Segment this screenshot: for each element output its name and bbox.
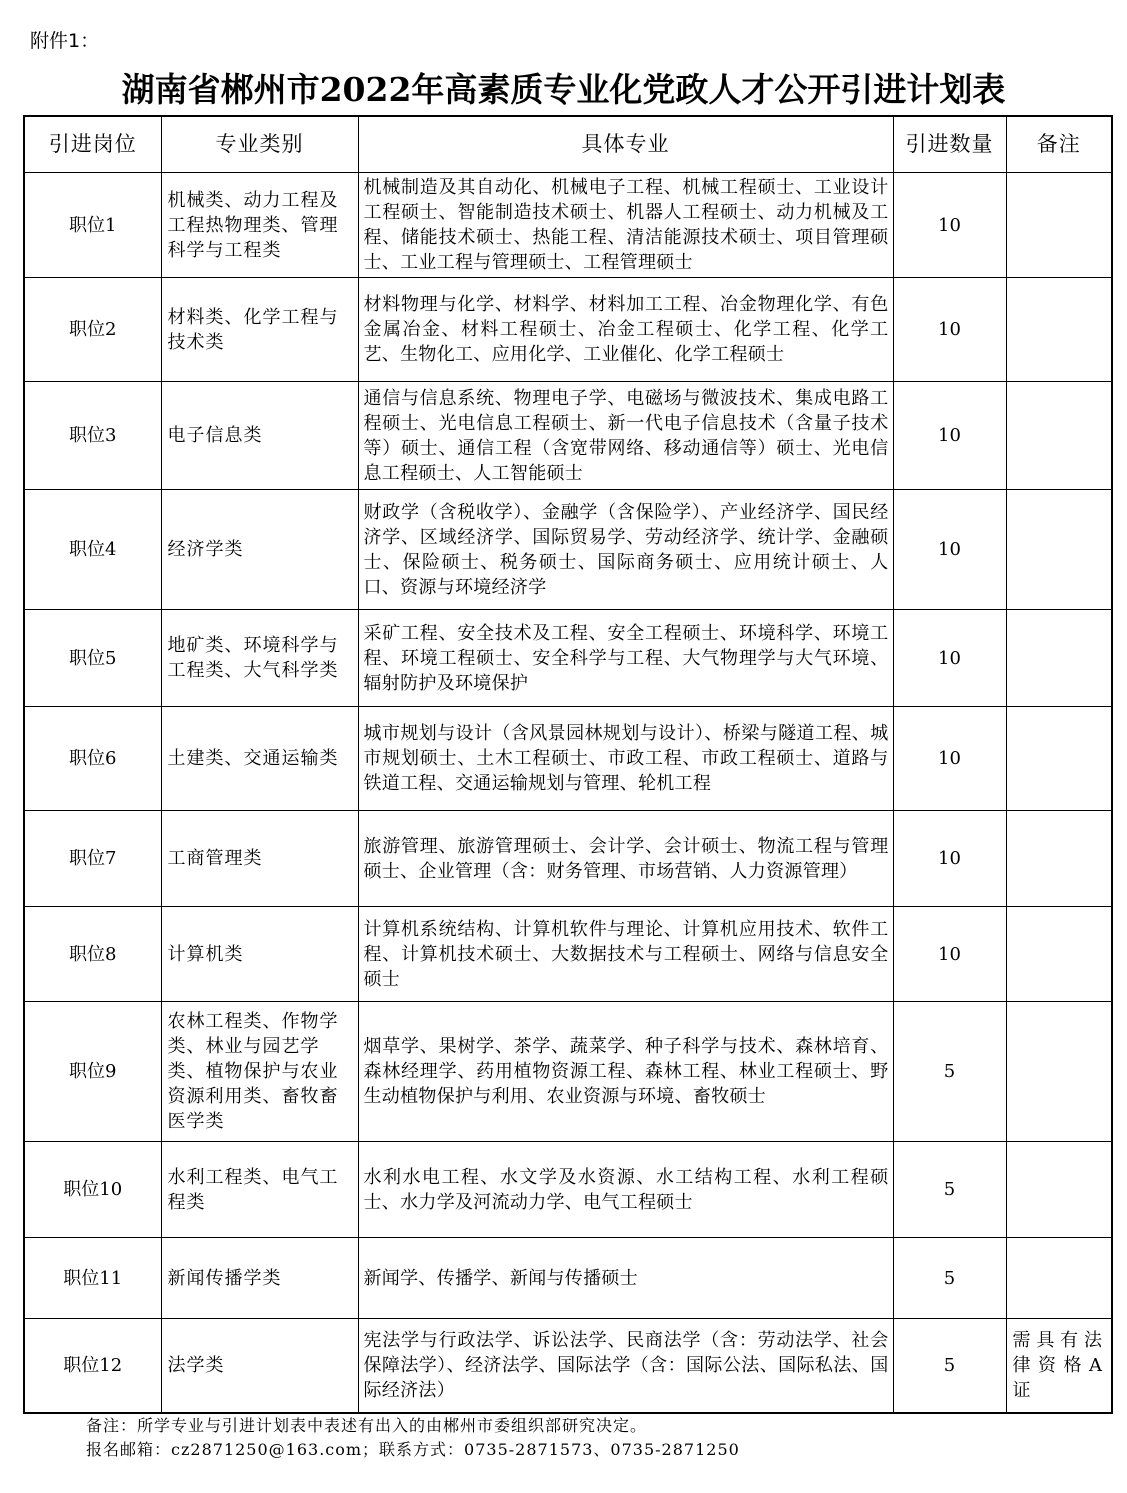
- note-cell: [1006, 278, 1112, 382]
- category-cell: 电子信息类: [161, 382, 358, 490]
- category-cell: 法学类: [161, 1319, 358, 1413]
- header-count: 引进数量: [893, 116, 1006, 173]
- category-cell: 土建类、交通运输类: [161, 707, 358, 811]
- recruitment-plan-table: [23, 115, 1113, 1414]
- category-cell: 计算机类: [161, 907, 358, 1002]
- table-row: [24, 173, 1112, 278]
- category-cell: 水利工程类、电气工程类: [161, 1142, 358, 1238]
- specialty-cell: 材料物理与化学、材料学、材料加工工程、冶金物理化学、有色金属冶金、材料工程硕士、冶金工程硕士、化学工程、化学工艺、生物化工、应用化学、工业催化、化学工程硕士: [358, 278, 893, 382]
- count-cell: 10: [893, 278, 1006, 382]
- count-cell: 10: [893, 490, 1006, 610]
- header-specialty: 具体专业: [358, 116, 893, 173]
- position-cell: 职位10: [24, 1142, 161, 1238]
- count-cell: 5: [893, 1002, 1006, 1142]
- position-cell: 职位4: [24, 490, 161, 610]
- category-cell: 地矿类、环境科学与工程类、大气科学类: [161, 610, 358, 707]
- specialty-cell: 计算机系统结构、计算机软件与理论、计算机应用技术、软件工程、计算机技术硕士、大数据技术与工程硕士、网络与信息安全硕士: [358, 907, 893, 1002]
- note-cell: [1006, 907, 1112, 1002]
- header-position: 引进岗位: [24, 116, 161, 173]
- header-note: 备注: [1006, 116, 1112, 173]
- specialty-cell: 水利水电工程、水文学及水资源、水工结构工程、水利工程硕士、水力学及河流动力学、电气工程硕士: [358, 1142, 893, 1238]
- note-cell: [1006, 1142, 1112, 1238]
- count-cell: 10: [893, 173, 1006, 278]
- note-cell: [1006, 1238, 1112, 1319]
- position-cell: 职位3: [24, 382, 161, 490]
- note-cell: [1006, 610, 1112, 707]
- count-cell: 10: [893, 907, 1006, 1002]
- specialty-cell: 通信与信息系统、物理电子学、电磁场与微波技术、集成电路工程硕士、光电信息工程硕士、新一代电子信息技术（含量子技术等）硕士、通信工程（含宽带网络、移动通信等）硕士、光电信息工程硕士、人工智能硕士: [358, 382, 893, 490]
- note-cell: [1006, 490, 1112, 610]
- position-cell: 职位9: [24, 1002, 161, 1142]
- note-cell: [1006, 1002, 1112, 1142]
- header-category: 专业类别: [161, 116, 358, 173]
- category-cell: 农林工程类、作物学类、林业与园艺学类、植物保护与农业资源利用类、畜牧畜医学类: [161, 1002, 358, 1142]
- position-cell: 职位1: [24, 173, 161, 278]
- table-row: [24, 610, 1112, 707]
- specialty-cell: 烟草学、果树学、茶学、蔬菜学、种子科学与技术、森林培育、森林经理学、药用植物资源工程、森林工程、林业工程硕士、野生动植物保护与利用、农业资源与环境、畜牧硕士: [358, 1002, 893, 1142]
- footer-contact: 报名邮箱：cz2871250@163.com；联系方式：0735-2871573、0735-2871250: [86, 1440, 740, 1459]
- table-row: [24, 490, 1112, 610]
- position-cell: 职位12: [24, 1319, 161, 1413]
- position-cell: 职位11: [24, 1238, 161, 1319]
- count-cell: 10: [893, 811, 1006, 907]
- table-row: [24, 278, 1112, 382]
- attachment-label: 附件1：: [30, 30, 100, 52]
- count-cell: 5: [893, 1238, 1006, 1319]
- table-row: [24, 1002, 1112, 1142]
- table-row: [24, 707, 1112, 811]
- count-cell: 10: [893, 382, 1006, 490]
- category-cell: 工商管理类: [161, 811, 358, 907]
- count-cell: 10: [893, 610, 1006, 707]
- specialty-cell: 城市规划与设计（含风景园林规划与设计）、桥梁与隧道工程、城市规划硕士、土木工程硕士、市政工程、市政工程硕士、道路与铁道工程、交通运输规划与管理、轮机工程: [358, 707, 893, 811]
- specialty-cell: 宪法学与行政法学、诉讼法学、民商法学（含：劳动法学、社会保障法学）、经济法学、国际法学（含：国际公法、国际私法、国际经济法）: [358, 1319, 893, 1413]
- note-cell: [1006, 811, 1112, 907]
- note-cell: 需具有法律资格A证: [1006, 1319, 1112, 1413]
- specialty-cell: 旅游管理、旅游管理硕士、会计学、会计硕士、物流工程与管理硕士、企业管理（含：财务管理、市场营销、人力资源管理）: [358, 811, 893, 907]
- table-row: [24, 1142, 1112, 1238]
- table-row: [24, 1238, 1112, 1319]
- table-row: [24, 811, 1112, 907]
- note-cell: [1006, 707, 1112, 811]
- table-row: [24, 907, 1112, 1002]
- specialty-cell: 新闻学、传播学、新闻与传播硕士: [358, 1238, 893, 1319]
- category-cell: 机械类、动力工程及工程热物理类、管理科学与工程类: [161, 173, 358, 278]
- position-cell: 职位7: [24, 811, 161, 907]
- document-title: 湖南省郴州市2022年高素质专业化党政人才公开引进计划表: [121, 70, 1006, 109]
- table-header-row: [24, 116, 1112, 173]
- note-cell: [1006, 382, 1112, 490]
- table-row: [24, 1319, 1112, 1413]
- position-cell: 职位5: [24, 610, 161, 707]
- position-cell: 职位6: [24, 707, 161, 811]
- category-cell: 经济学类: [161, 490, 358, 610]
- specialty-cell: 机械制造及其自动化、机械电子工程、机械工程硕士、工业设计工程硕士、智能制造技术硕士、机器人工程硕士、动力机械及工程、储能技术硕士、热能工程、清洁能源技术硕士、项目管理硕士、工业工程与管理硕士、工程管理硕士: [358, 173, 893, 278]
- count-cell: 5: [893, 1142, 1006, 1238]
- category-cell: 新闻传播学类: [161, 1238, 358, 1319]
- position-cell: 职位8: [24, 907, 161, 1002]
- count-cell: 5: [893, 1319, 1006, 1413]
- specialty-cell: 财政学（含税收学）、金融学（含保险学）、产业经济学、国民经济学、区域经济学、国际贸易学、劳动经济学、统计学、金融硕士、保险硕士、税务硕士、国际商务硕士、应用统计硕士、人口、资源与环境经济学: [358, 490, 893, 610]
- table-row: [24, 382, 1112, 490]
- footer-note: 备注：所学专业与引进计划表中表述有出入的由郴州市委组织部研究决定。: [86, 1416, 648, 1435]
- position-cell: 职位2: [24, 278, 161, 382]
- category-cell: 材料类、化学工程与技术类: [161, 278, 358, 382]
- count-cell: 10: [893, 707, 1006, 811]
- note-cell: [1006, 173, 1112, 278]
- specialty-cell: 采矿工程、安全技术及工程、安全工程硕士、环境科学、环境工程、环境工程硕士、安全科学与工程、大气物理学与大气环境、辐射防护及环境保护: [358, 610, 893, 707]
